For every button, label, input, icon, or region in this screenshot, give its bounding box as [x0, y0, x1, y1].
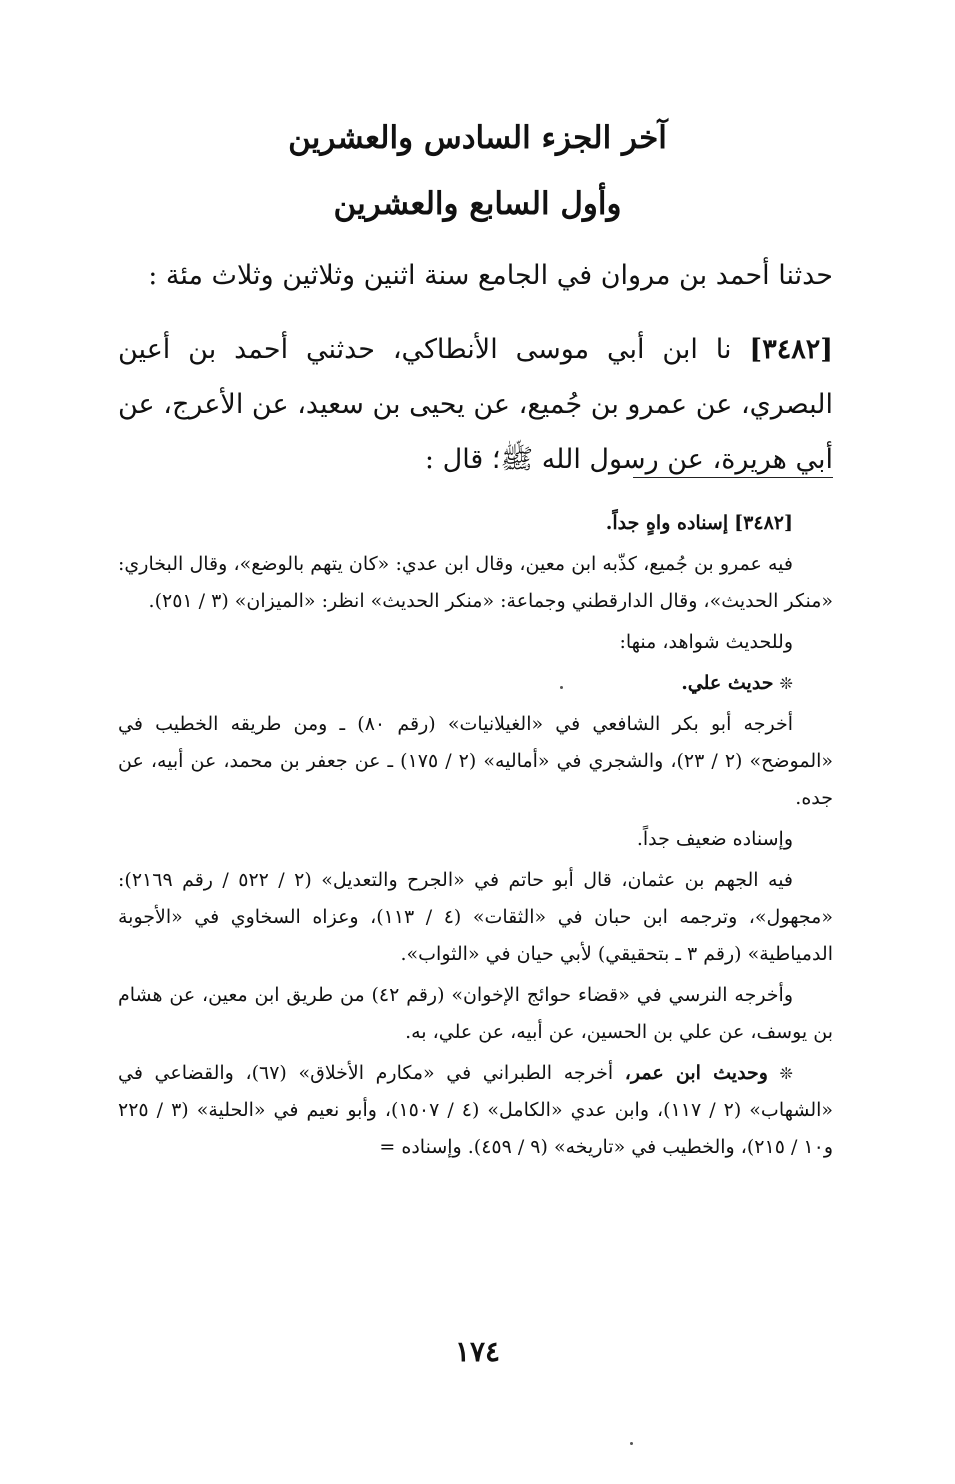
footnote-verdict	[118, 505, 833, 542]
footnote-paragraph: فيه الجهم بن عثمان، قال أبو حاتم في «الجرح والتعديل» (٢ / ٥٢٢ / رقم ٢١٦٩): «مجهول»، وترجمه ابن حبان في «الثقات» (٤ / ١١٣)، وعزاه السخاوي في «الأجوبة الدمياطية» (رقم ٣ ـ بتحقيقي) لأبي حيان في «الثواب».	[118, 869, 833, 965]
asterism-icon: ❊	[779, 1064, 793, 1083]
witness-title: وحديث ابن عمر،	[624, 1062, 768, 1084]
transmission-chain: حدثنا أحمد بن مروان في الجامع سنة اثنين وثلاثين وثلاث مئة :	[148, 260, 833, 291]
footnote-paragraph: وأخرجه النرسي في «قضاء حوائج الإخوان» (رقم ٤٢) من طريق ابن معين، عن هشام بن يوسف، عن علي بن الحسين، عن أبيه، عن علي، به.	[118, 984, 833, 1043]
footnotes	[118, 505, 833, 1170]
hadith-body: نا ابن أبي موسى الأنطاكي، حدثني أحمد بن أعين البصري، عن عمرو بن جُميع، عن يحيى بن سعيد، عن الأعرج، عن أبي هريرة، عن رسول الله ﷺ؛ قال :	[118, 334, 833, 475]
part-start-heading: وأول السابع والعشرين	[333, 186, 622, 222]
footnote-paragraph: فيه عمرو بن جُميع، كذّبه ابن معين، وقال ابن عدي: «كان يتهم بالوضع»، وقال البخاري: «منكر الحديث»، وقال الدارقطني وجماعة: «منكر الحديث» انظر: «الميزان» (٣ / ٢٥١).	[118, 553, 833, 612]
footnote-number: [٣٤٨٢]	[734, 512, 793, 534]
part-end-heading: آخر الجزء السادس والعشرين	[288, 120, 667, 156]
footnote-subheading	[118, 665, 833, 702]
footnote-paragraph: أخرجه أبو بكر الشافعي في «الغيلانيات» (رقم ٨٠) ـ ومن طريقه الخطيب في «الموضح» (٢ / ٢٣)، والشجري في «أماليه» (٢ / ١٧٥) ـ عن جعفر بن محمد، عن أبيه، عن جده.	[118, 713, 834, 809]
footnote-verdict-text: إسناده واهٍ جداً.	[605, 512, 729, 534]
footnote-paragraph	[118, 1055, 833, 1166]
page-number: ١٧٤	[454, 1335, 501, 1368]
footnote-paragraph: وللحديث شواهد، منها:	[619, 631, 793, 653]
hadith-number: [٣٤٨٢]	[749, 334, 833, 365]
footnote-paragraph: وإسناده ضعيف جداً.	[636, 828, 793, 850]
witness-title: حديث علي.	[681, 672, 774, 694]
hadith-text	[118, 322, 833, 487]
asterism-icon: ❊	[779, 674, 793, 693]
witness-text: أخرجه الطبراني في «مكارم الأخلاق» (٦٧)، والقضاعي في «الشهاب» (٢ / ١١٧)، وابن عدي «الكامل» (٤ / ١٥٠٧)، وأبو نعيم في «الحلية» (٣ / ٢٢٥ و١٠ / ٢١٥)، والخطيب في «تاريخه» (٩ / ٤٥٩). وإسناده =	[118, 1062, 834, 1158]
footnote-separator	[633, 477, 833, 478]
scan-speck	[630, 1442, 633, 1445]
scan-speck	[560, 686, 563, 689]
